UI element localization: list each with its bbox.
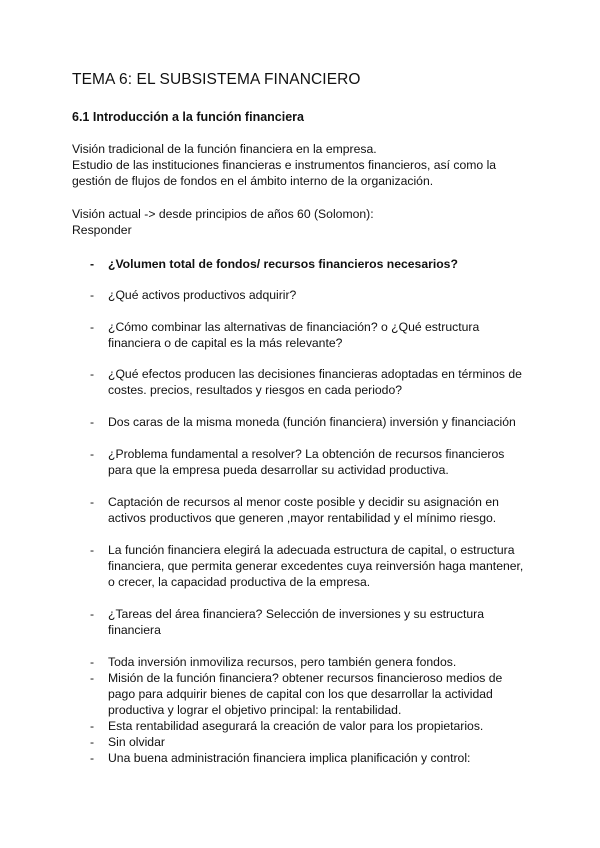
bullet-dash: -: [90, 288, 95, 302]
list-item-text: ¿Tareas del área financiera? Selección de inversiones y su estructura: [108, 607, 484, 621]
bullet-dash: -: [90, 320, 95, 334]
list-item-text: pago para adquirir bienes de capital con los que desarrollar la actividad: [108, 687, 493, 702]
list-item-text: ¿Volumen total de fondos/ recursos financieros necesarios?: [108, 257, 458, 271]
bullet-dash: -: [90, 495, 95, 509]
paragraph-vision-actual: [72, 206, 374, 238]
list-item-text: Dos caras de la misma moneda (función financiera) inversión y financiación: [108, 415, 516, 429]
list-item-text: para que la empresa pueda desarrollar su actividad productiva.: [108, 463, 449, 478]
bullet-dash: -: [90, 447, 95, 461]
paragraph-line: Visión actual -> desde principios de años 60 (Solomon):: [72, 207, 374, 221]
bullet-dash: -: [90, 735, 95, 749]
bullet-dash: -: [90, 751, 95, 765]
list-item-text: ¿Qué activos productivos adquirir?: [108, 288, 297, 302]
list-item-text: ¿Qué efectos producen las decisiones financieras adoptadas en términos de: [108, 367, 522, 381]
paragraph-line: Responder: [72, 223, 132, 238]
list-item-text: o crecer, la capacidad productiva de la empresa.: [108, 575, 371, 590]
list-item-text: financiera: [108, 623, 161, 638]
list-item-text: Misión de la función financiera? obtener recursos financieroso medios de: [108, 671, 503, 685]
bullet-dash: -: [90, 257, 95, 271]
list-item-text: financiera o de capital es la más relevante?: [108, 336, 343, 351]
list-item-text: Esta rentabilidad asegurará la creación de valor para los propietarios.: [108, 719, 484, 733]
paragraph-vision-tradicional: [72, 141, 496, 190]
bullet-dash: -: [90, 719, 95, 733]
bullet-dash: -: [90, 671, 95, 685]
list-item-text: financiera, que permita generar excedentes cuya reinversión haga mantener,: [108, 559, 524, 574]
paragraph-line: Estudio de las instituciones financieras e instrumentos financieros, así como la: [72, 158, 497, 173]
list-item-text: Una buena administración financiera implica planificación y control:: [108, 751, 471, 765]
list-item-text: La función financiera elegirá la adecuada estructura de capital, o estructura: [108, 543, 515, 557]
list-item-text: activos productivos que generen ,mayor rentabilidad y el mínimo riesgo.: [108, 511, 497, 526]
list-item-text: Toda inversión inmoviliza recursos, pero también genera fondos.: [108, 655, 457, 669]
page-title: TEMA 6: EL SUBSISTEMA FINANCIERO: [72, 71, 361, 88]
bullet-dash: -: [90, 367, 95, 381]
section-heading: 6.1 Introducción a la función financiera: [72, 110, 304, 124]
bullet-dash: -: [90, 415, 95, 429]
bullet-dash: -: [90, 543, 95, 557]
list-item-text: Captación de recursos al menor coste posible y decidir su asignación en: [108, 495, 499, 509]
list-item-text: ¿Cómo combinar las alternativas de financiación? o ¿Qué estructura: [108, 320, 480, 334]
bullet-dash: -: [90, 655, 95, 669]
paragraph-line: Visión tradicional de la función financiera en la empresa.: [72, 142, 377, 156]
list-item-text: productiva y lograr el objetivo principal: la rentabilidad.: [108, 703, 402, 718]
paragraph-line: gestión de flujos de fondos en el ámbito interno de la organización.: [72, 174, 434, 189]
list-item-text: Sin olvidar: [108, 735, 165, 749]
list-item-text: costes. precios, resultados y riesgos en cada periodo?: [108, 383, 403, 398]
bullet-dash: -: [90, 607, 95, 621]
list-item-text: ¿Problema fundamental a resolver? La obtención de recursos financieros: [108, 447, 505, 461]
